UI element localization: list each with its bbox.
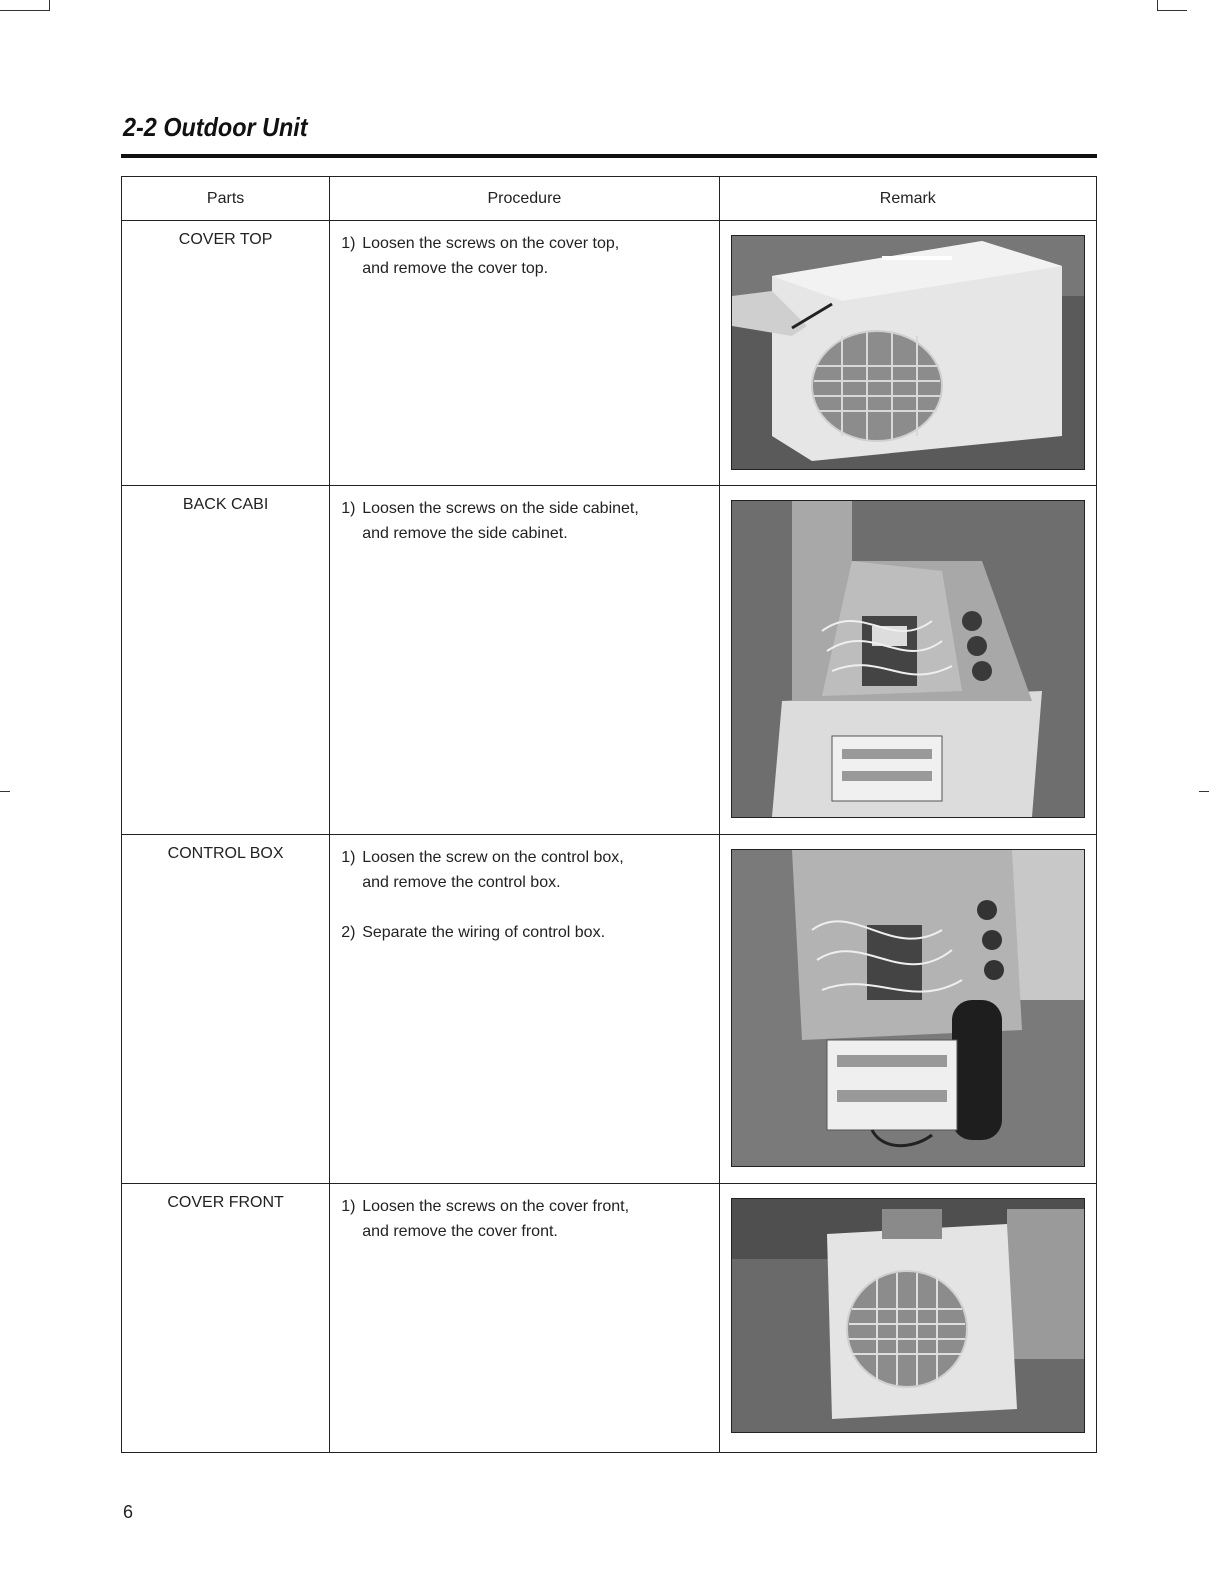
step-text: Loosen the screws on the side cabinet, and remove the side cabinet. [362, 500, 639, 542]
crop-mark [1157, 0, 1158, 10]
procedure-cell [330, 1184, 719, 1453]
remark-cell [719, 835, 1096, 1184]
step-number: 2) [341, 924, 356, 941]
section-title: 2-2 Outdoor Unit [123, 112, 308, 142]
remark-cell [719, 221, 1096, 486]
step-text: Separate the wiring of control box. [362, 924, 606, 941]
procedure-step [341, 920, 718, 945]
header-remark: Remark [719, 177, 1096, 221]
procedure-cell [330, 221, 719, 486]
part-name: BACK CABI [122, 486, 330, 835]
procedure-step [341, 845, 718, 895]
step-number: 1) [341, 849, 356, 866]
crop-mark [1157, 10, 1187, 11]
part-name: CONTROL BOX [122, 835, 330, 1184]
header-parts: Parts [122, 177, 330, 221]
table-row [122, 835, 1097, 1184]
photo-control-box [731, 849, 1085, 1167]
title-rule [121, 154, 1097, 158]
procedure-step [341, 1194, 718, 1244]
step-text: Loosen the screw on the control box, and remove the control box. [362, 849, 624, 891]
procedure-table [121, 176, 1097, 1453]
header-procedure: Procedure [330, 177, 719, 221]
procedure-step [341, 496, 718, 546]
remark-cell [719, 1184, 1096, 1453]
table-row [122, 221, 1097, 486]
crop-mark [1199, 791, 1209, 792]
part-name: COVER FRONT [122, 1184, 330, 1453]
outdoor-unit-photo [732, 236, 1084, 469]
step-number: 1) [341, 500, 356, 517]
control-box-photo [732, 850, 1084, 1166]
crop-mark [0, 791, 10, 792]
table-row [122, 1184, 1097, 1453]
table-row [122, 486, 1097, 835]
photo-cover-top [731, 235, 1085, 470]
page-number: 6 [123, 1502, 134, 1522]
step-text: Loosen the screws on the cover top, and remove the cover top. [362, 235, 620, 277]
procedure-cell [330, 835, 719, 1184]
part-name: COVER TOP [122, 221, 330, 486]
procedure-cell [330, 486, 719, 835]
open-cabinet-photo [732, 501, 1084, 817]
procedure-step [341, 231, 718, 281]
photo-cover-front [731, 1198, 1085, 1433]
photo-back-cabi [731, 500, 1085, 818]
table-header-row [122, 177, 1097, 221]
step-number: 1) [341, 1198, 356, 1215]
crop-mark [49, 0, 50, 10]
step-number: 1) [341, 235, 356, 252]
cover-front-photo [732, 1199, 1084, 1432]
crop-mark [0, 10, 50, 11]
step-text: Loosen the screws on the cover front, and remove the cover front. [362, 1198, 630, 1240]
remark-cell [719, 486, 1096, 835]
